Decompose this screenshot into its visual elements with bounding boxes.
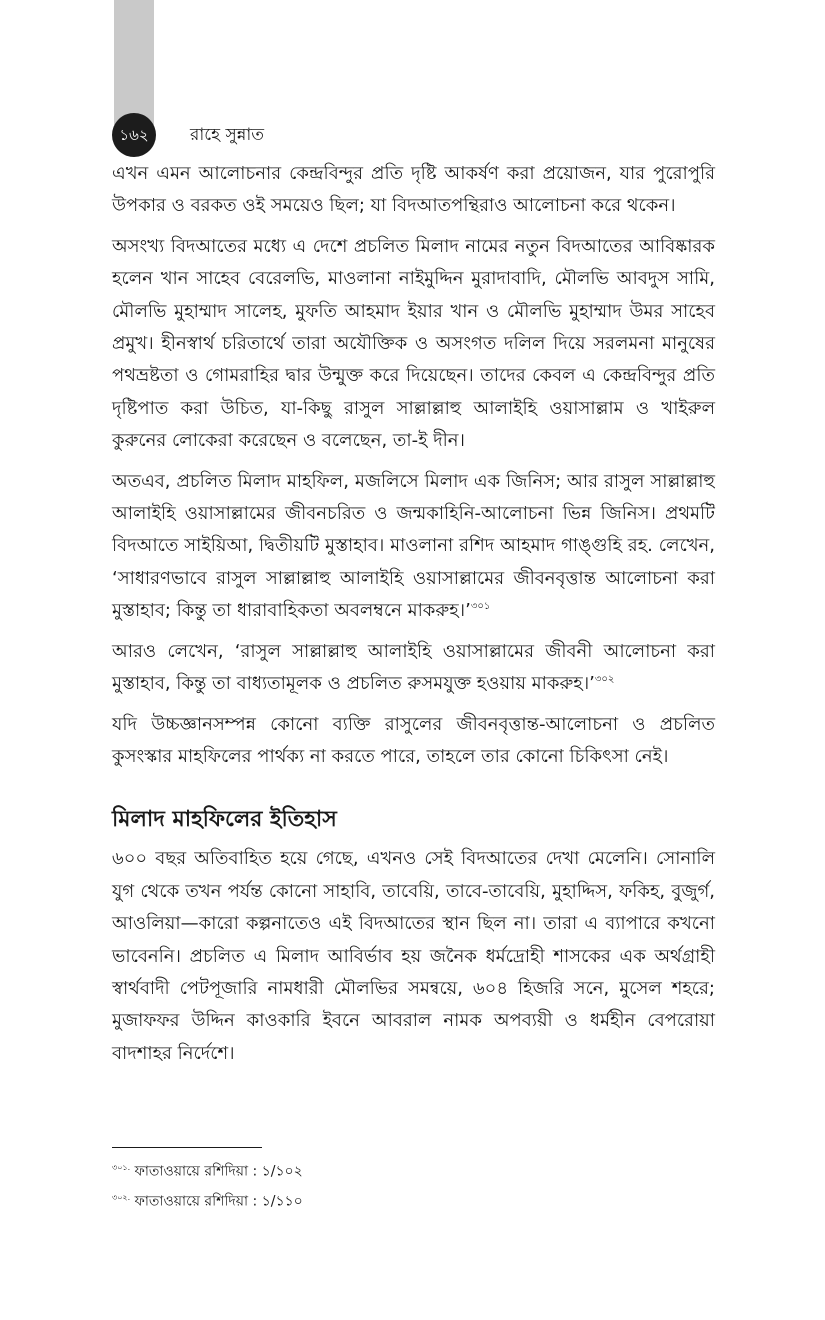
- paragraph-1: এখন এমন আলোচনার কেন্দ্রবিন্দুর প্রতি দৃষ্টি আকর্ষণ করা প্রয়োজন, যার পুরোপুরি উপকার ও বরকত ওই সময়েও ছিল; যা বিদআতপন্থিরাও আলোচনা করে থকেন।: [112, 163, 715, 217]
- footnote-text: ফাতাওয়ায়ে রশিদিয়া : ১/১০২: [134, 1163, 303, 1180]
- footnote-marker: ৩০২.: [112, 1192, 131, 1202]
- footnote-item: [112, 1185, 715, 1215]
- paragraph-4-text: আরও লেখেন, ‘রাসুল সাল্লাল্লাহু আলাইহি ওয়াসাল্লামের জীবনী আলোচনা করা মুস্তাহাব, কিন্তু তা বাধ্যতামূলক ও প্রচলিত রুসমযুক্ত হওয়ায় মাকরুহ।’: [112, 640, 715, 695]
- footnote-item: [112, 1155, 715, 1185]
- page-content: [112, 158, 715, 1078]
- paragraph-3: [112, 466, 715, 628]
- footnote-divider: [112, 1147, 262, 1148]
- section-heading: মিলাদ মাহফিলের ইতিহাস: [112, 807, 337, 833]
- footnote-ref-301[interactable]: ৩০১: [470, 601, 491, 613]
- paragraph-2: অসংখ্য বিদআতের মধ্যে এ দেশে প্রচলিত মিলাদ নামের নতুন বিদআতের আবিষ্কারক হলেন খান সাহেব বেরেলভি, মাওলানা নাইমুদ্দিন মুরাদাবাদি, মৌলভি আবদুস সামি, মৌলভি মুহাম্মাদ সালেহ, মুফতি আহমাদ ইয়ার খান ও মৌলভি মুহাম্মাদ উমর সাহেব প্রমুখ। হীনস্বার্থ চরিতার্থে তারা অযৌক্তিক ও অসংগত দলিল দিয়ে সরলমনা মানুষের পথভ্রষ্টতা ও গোমরাহির দ্বার উন্মুক্ত করে দিয়েছেন। তাদের কেবল এ কেন্দ্রবিন্দুর প্রতি দৃষ্টিপাত করা উচিত, যা-কিছু রাসুল সাল্লাল্লাহু আলাইহি ওয়াসাল্লাম ও খাইরুল কুরুনের লোকেরা করেছেন ও বলেছেন, তা-ই দীন।: [112, 235, 715, 452]
- footnotes: [112, 1155, 715, 1214]
- footnote-ref-302[interactable]: ৩০২: [594, 674, 615, 686]
- paragraph-6: ৬০০ বছর অতিবাহিত হয়ে গেছে, এখনও সেই বিদআতের দেখা মেলেনি। সোনালি যুগ থেকে তখন পর্যন্ত কোনো সাহাবি, তাবেয়ি, তাবে-তাবেয়ি, মুহাদ্দিস, ফকিহ, বুজুর্গ, আওলিয়া—কারো কল্পনাতেও এই বিদআতের স্থান ছিল না। তারা এ ব্যাপারে কখনো ভাবেননি। প্রচলিত এ মিলাদ আবির্ভাব হয় জনৈক ধর্মদ্রোহী শাসকের এক অর্থগ্রাহী স্বার্থবাদী পেটপূজারি নামধারী মৌলভির সমন্বয়ে, ৬০৪ হিজরি সনে, মুসেল শহরে; মুজাফফর উদ্দিন কাওকারি ইবনে আবরাল নামক অপব্যয়ী ও ধর্মহীন বেপরোয়া বাদশাহর নির্দেশে।: [112, 848, 715, 1064]
- footnote-text: ফাতাওয়ায়ে রশিদিয়া : ১/১১০: [134, 1193, 303, 1210]
- page-number: ১৬২: [112, 113, 156, 157]
- paragraph-3-text: অতএব, প্রচলিত মিলাদ মাহফিল, মজলিসে মিলাদ এক জিনিস; আর রাসুল সাল্লাল্লাহু আলাইহি ওয়াসাল্লামের জীবনচরিত ও জন্মকাহিনি-আলোচনা ভিন্ন জিনিস। প্রথমটি বিদআতে সাইয়িআ, দ্বিতীয়টি মুস্তাহাব। মাওলানা রশিদ আহমাদ গাঙ্গুহি রহ. লেখেন, ‘সাধারণভাবে রাসুল সাল্লাল্লাহু আলাইহি ওয়াসাল্লামের জীবনবৃত্তান্ত আলোচনা করা মুস্তাহাব; কিন্তু তা ধারাবাহিকতা অবলম্বনে মাকরুহ।’: [112, 470, 715, 622]
- paragraph-4: [112, 636, 715, 701]
- footnote-marker: ৩০১.: [112, 1163, 131, 1172]
- paragraph-5: যদি উচ্চজ্ঞানসম্পন্ন কোনো ব্যক্তি রাসুলের জীবনবৃত্তান্ত-আলোচনা ও প্রচলিত কুসংস্কার মাহফিলের পার্থক্য না করতে পারে, তাহলে তার কোনো চিকিৎসা নেই।: [112, 713, 715, 767]
- running-header-title: রাহে সুন্নাত: [190, 125, 265, 145]
- page-tab-decoration: [114, 0, 154, 125]
